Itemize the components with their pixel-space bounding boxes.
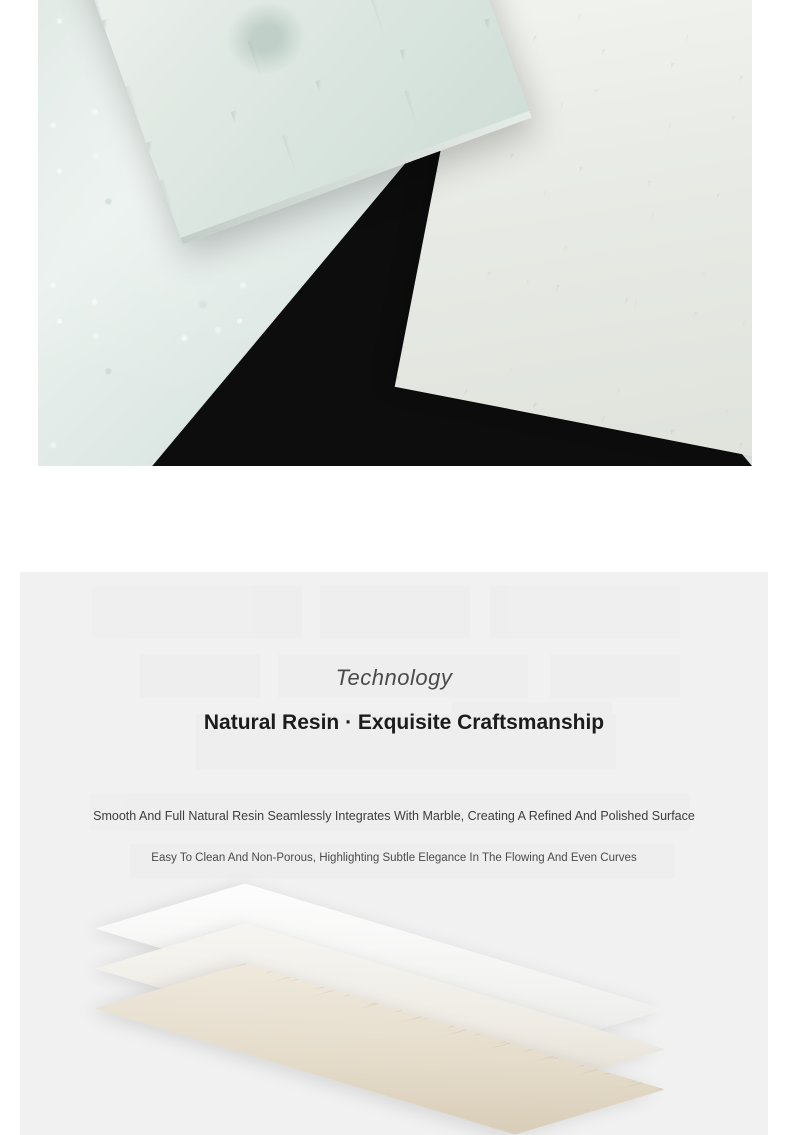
section-title: Natural Resin · Exquisite Craftsmanship [203, 711, 605, 734]
section-subtitle-primary: Smooth And Full Natural Resin Seamlessly Integrates With Marble, Creating A Refined And Polished Surface [93, 809, 695, 823]
marble-base-layer [170, 974, 590, 1124]
section-kicker: Technology [335, 665, 453, 690]
section-subtitle-secondary: Easy To Clean And Non-Porous, Highlighting Subtle Elegance In The Flowing And Even Curves [151, 852, 637, 864]
technology-section [20, 572, 768, 1135]
marble-photo [38, 0, 752, 466]
hero-image [38, 0, 752, 466]
exploded-layer-diagram [80, 912, 700, 1135]
